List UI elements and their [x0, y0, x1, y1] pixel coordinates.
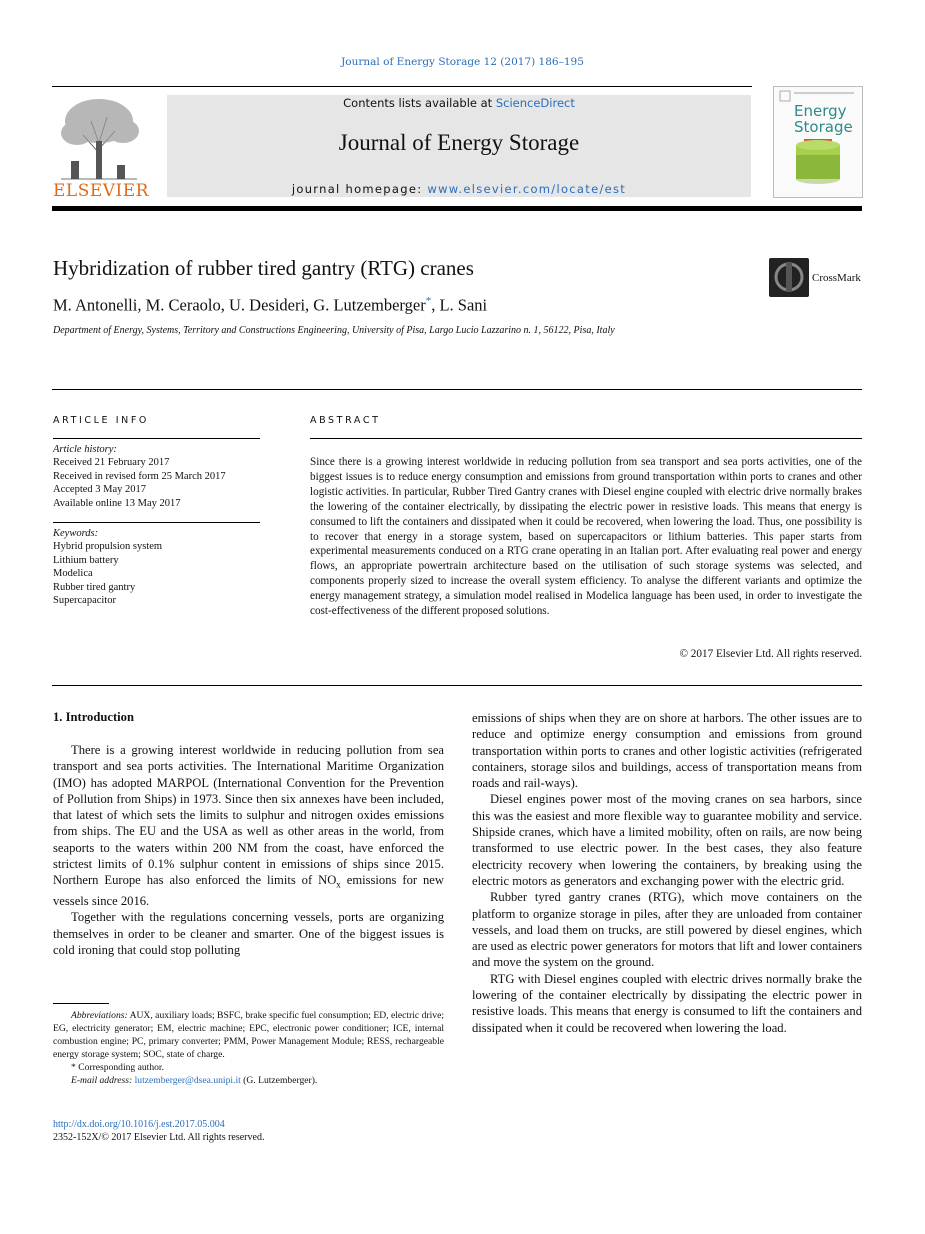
issn-copyright: 2352-152X/© 2017 Elsevier Ltd. All rights reserved.	[53, 1132, 265, 1143]
author-list	[53, 295, 487, 316]
contents-prefix: Contents lists available at	[343, 96, 496, 110]
nox-subscript: x	[336, 879, 341, 890]
paragraph: emissions of ships when they are on shore at harbors. The other issues are to reduce and optimize energy consumption and emissions from ground transportation within ports to cranes and other logistic activities (refrigerated containers, storage silos and buildings, access of transportation means from roads and rail-ways).	[472, 711, 862, 791]
corresponding-author-mark[interactable]: *	[425, 295, 432, 307]
email-label: E-mail address:	[71, 1075, 133, 1086]
history-online: Available online 13 May 2017	[53, 497, 181, 509]
paragraph: Rubber tyred gantry cranes (RTG), which move containers on the platform to organize storage in piles, after they are unloaded from container vessels, and load them on trucks, are still powered by diesel engines, which are used as electric power generators for motors that lift and lower containers and move the system on the ground.	[472, 890, 862, 970]
paragraph-text-tail: emissions for new vessels since 2016.	[53, 873, 444, 909]
keyword-item: Rubber tired gantry	[53, 581, 136, 593]
header-top-rule	[52, 86, 752, 87]
keyword-item: Supercapacitor	[53, 595, 116, 607]
paragraph: Together with the regulations concerning vessels, ports are organizing themselves in order to be cleaner and smarter. One of the biggest issues is cold ironing that could stop polluting	[53, 910, 444, 958]
abbreviations-label: Abbreviations:	[71, 1010, 128, 1021]
keyword-item: Lithium battery	[53, 554, 119, 566]
email-footnote	[53, 1074, 444, 1087]
footnotes	[53, 1009, 444, 1087]
journal-homepage	[167, 182, 751, 196]
history-received: Received 21 February 2017	[53, 457, 170, 469]
paragraph-text: There is a growing interest worldwide in reducing pollution from sea transport and sea ports activities. The International Maritime Organization (IMO) has adopted MARPOL (International Convention for the Prevention of Pollution from Ships) in 1973. Since then six annexes have been included, that latest of which sets the limits to sulphur and nitrogen oxides emissions from ships. The EU and the USA as well as other areas in the world, from seaports to the waters within 200 NM from the coast, have enforced the strictest limits of 0.1% sulphur content in emissions of ships since 2015. Northern Europe has also enforced the limits of NO	[53, 743, 444, 888]
cover-title-line1: Energy	[794, 102, 847, 120]
paragraph: Diesel engines power most of the moving cranes on sea harbors, since this was the easiest and more flexible way to guarantee mobility and service. Shipside cranes, which have a limited mobility, often on rails, are now being transformed to use electric power. In the best cases, they also feature electricity recovery when lowering the containers, by breaking using the electric motors as generators and exchanging power with the electric grid.	[472, 792, 862, 888]
abstract-bottom-rule	[52, 685, 862, 686]
crossmark-label[interactable]: CrossMark	[812, 272, 861, 284]
history-revised: Received in revised form 25 March 2017	[53, 470, 226, 482]
keyword-item: Modelica	[53, 568, 93, 580]
authors-main: M. Antonelli, M. Ceraolo, U. Desideri, G. Lutzemberger	[53, 295, 426, 315]
homepage-link[interactable]: www.elsevier.com/locate/est	[427, 182, 627, 196]
paragraph: RTG with Diesel engines coupled with electric drives normally brake the lowering of the container electrically by dissipating the electric power in resistive loads. This means that energy is consumed to lift the containers and dissipated when it could be recovered when lowering the load.	[472, 971, 862, 1035]
section-heading-introduction: 1. Introduction	[53, 710, 134, 724]
email-owner: (G. Lutzemberger).	[240, 1075, 318, 1086]
doi-link[interactable]: http://dx.doi.org/10.1016/j.est.2017.05.004	[53, 1119, 225, 1130]
history-accepted: Accepted 3 May 2017	[53, 484, 147, 496]
abstract-rule	[310, 438, 862, 439]
crossmark-icon[interactable]	[769, 258, 809, 297]
article-title: Hybridization of rubber tired gantry (RTG) cranes	[53, 256, 474, 280]
article-history-label: Article history:	[53, 444, 117, 455]
abbreviations-text: AUX, auxiliary loads; BSFC, brake specific fuel consumption; ED, electric drive; EG, electricity generator; EM, electric machine; EPC, electronic power conditioner; ICE, internal combustion engine; PC, primary converter; PMM, Power Management Module; RESS, rechargeable energy storage system; SOC, state of charge.	[53, 1010, 444, 1060]
abbreviations-footnote	[53, 1009, 444, 1061]
cover-title-line2: Storage	[794, 118, 853, 136]
elsevier-wordmark: ELSEVIER	[53, 181, 149, 201]
journal-reference-link[interactable]: Journal of Energy Storage 12 (2017) 186–195	[341, 56, 584, 68]
abstract-heading: ABSTRACT	[310, 415, 381, 426]
journal-cover-thumbnail[interactable]	[773, 86, 863, 198]
authors-tail: , L. Sani	[431, 295, 488, 315]
corresponding-author-note: * Corresponding author.	[71, 1062, 164, 1073]
title-block-rule	[52, 389, 862, 390]
sciencedirect-link[interactable]: ScienceDirect	[495, 96, 575, 110]
email-link[interactable]: lutzemberger@dsea.unipi.it	[134, 1075, 241, 1086]
abstract-text: Since there is a growing interest worldwide in reducing pollution from sea transport and sea ports activities, one of the biggest issues is to reduce energy consumption and emissions from ground transportation within ports to cranes and other logistic activities. In particular, Rubber Tired Gantry cranes with Diesel engine coupled with electric drive normally brakes the lowering of the container electrically, by dissipating the electric power in resistive loads. This means that energy is consumed to lift the containers and dissipated when it could be recovered, when lowering the load. Thus, one possibility is to recover that energy in a storage system, based on supercapacitors or lithium batteries. This paper starts from experimental measurements conduced on a RTG crane operating in an Italian port. After evaluating real power and energy flows, an appropriate powertrain architecture based on the utilisation of such storage systems was selected, and components properly sized to increase the overall system efficiency. To analyse the different variants and optimize the energy management strategy, a simulation model realised in Modelica language has been used, in order to investigate the cost-effectiveness of the different proposed solutions.	[310, 456, 862, 618]
cover-title	[794, 103, 853, 135]
footnote-rule	[53, 1003, 109, 1004]
contents-line	[167, 96, 751, 110]
article-history	[53, 443, 226, 510]
journal-title: Journal of Energy Storage	[338, 130, 580, 155]
article-info-heading: ARTICLE INFO	[53, 415, 150, 426]
paragraph	[53, 742, 444, 909]
header-bottom-rule	[52, 206, 862, 211]
keywords-label: Keywords:	[53, 528, 99, 539]
keywords-rule	[53, 522, 260, 523]
keyword-item: Hybrid propulsion system	[53, 541, 163, 553]
homepage-prefix: journal homepage:	[291, 182, 428, 196]
abstract-copyright: © 2017 Elsevier Ltd. All rights reserved.	[679, 648, 862, 660]
article-info-rule	[53, 438, 260, 439]
author-affiliation: Department of Energy, Systems, Territory and Constructions Engineering, University of Pisa, Largo Lucio Lazzarino n. 1, 56122, Pisa, Italy	[53, 325, 615, 336]
keywords	[53, 527, 162, 607]
body-left-column	[53, 742, 444, 958]
body-right-column	[472, 710, 862, 1036]
